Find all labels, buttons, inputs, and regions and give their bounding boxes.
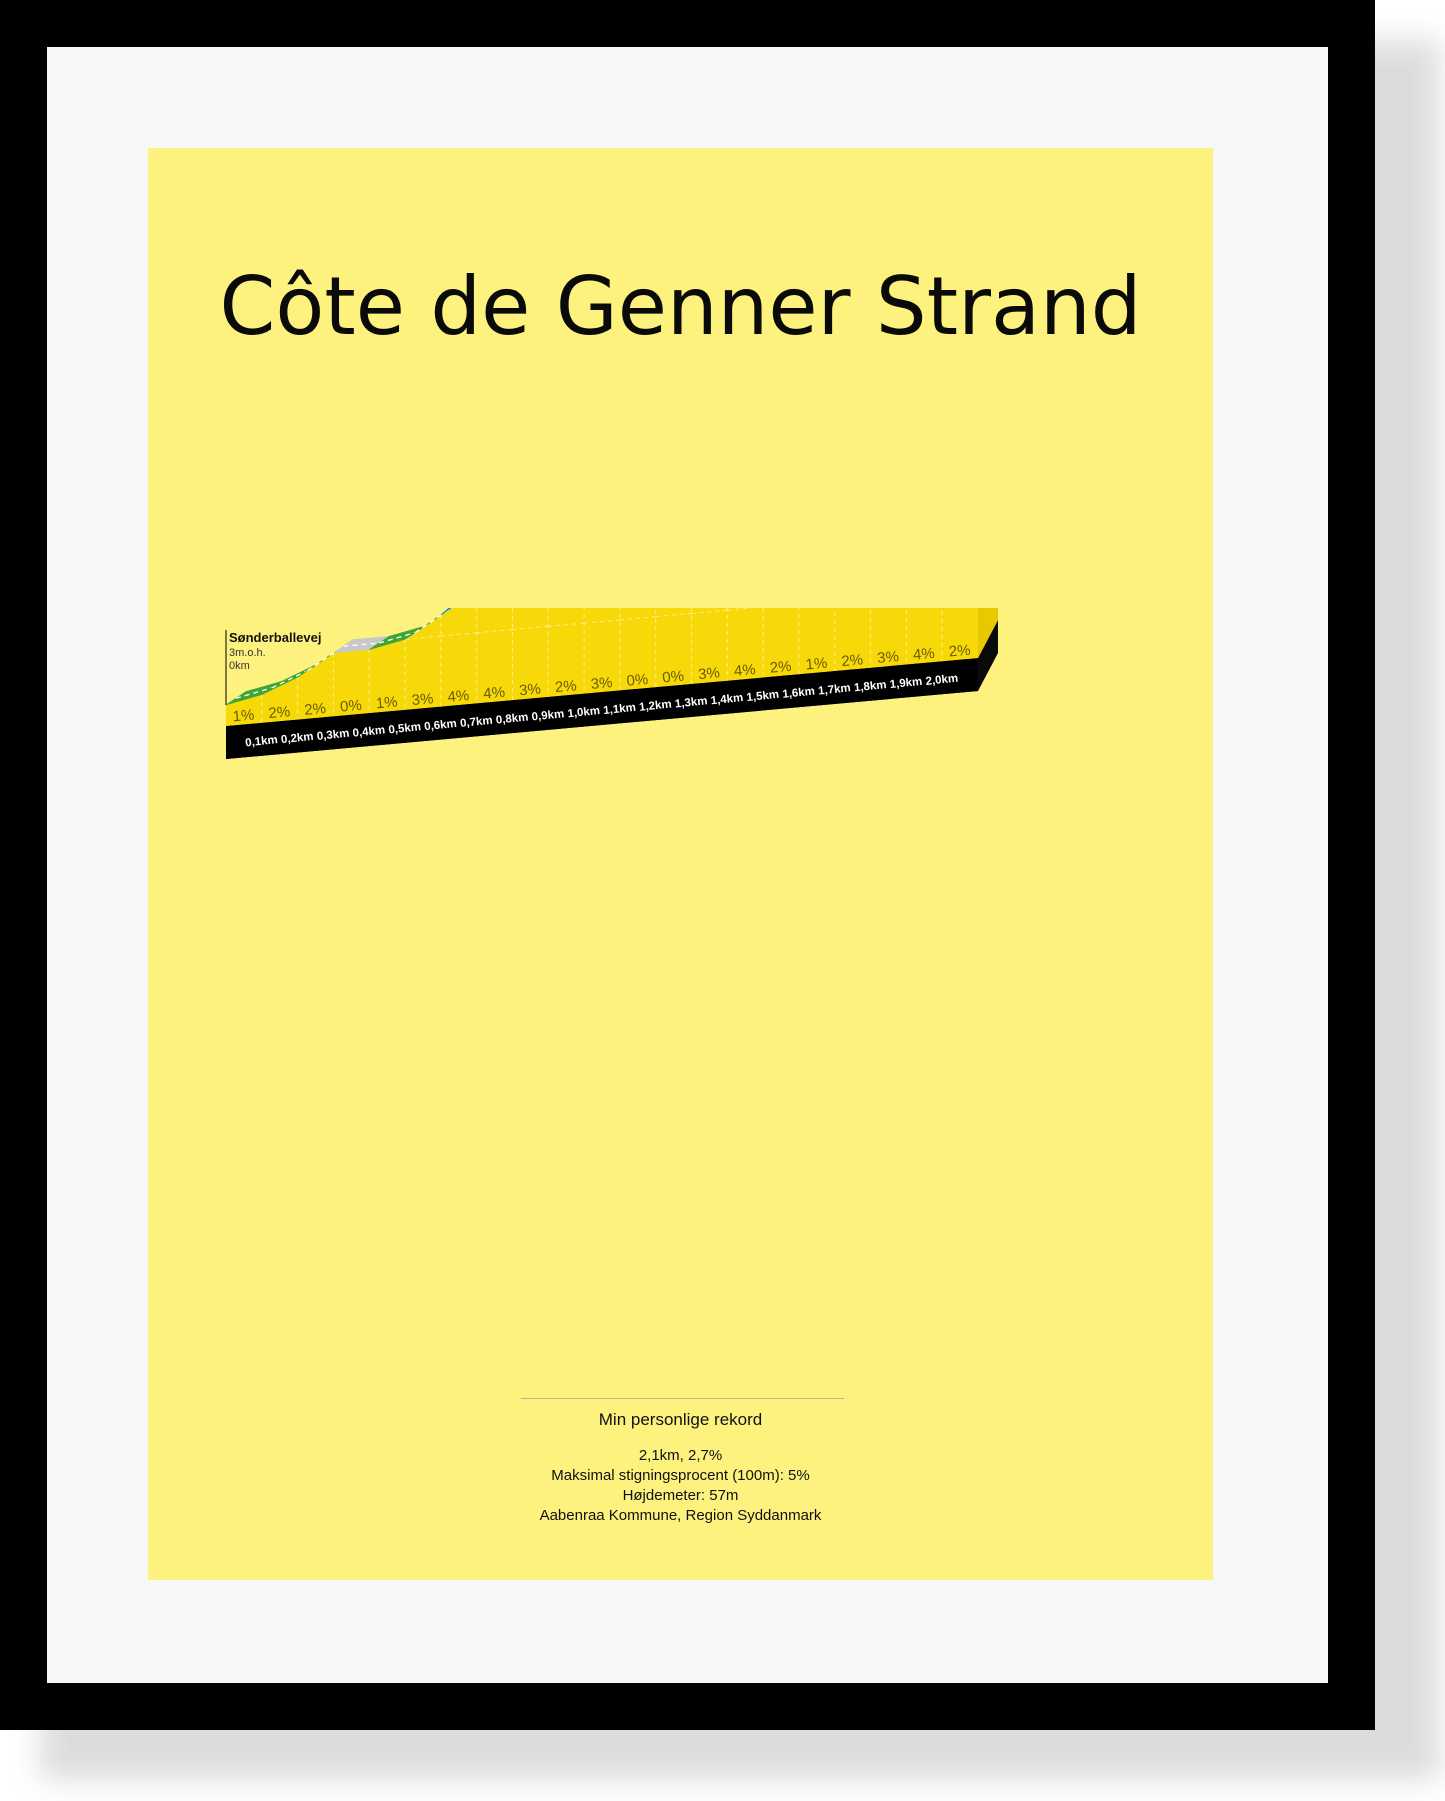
start-name: Sønderballevej <box>229 629 322 645</box>
distance-label: 0,5km <box>387 721 422 737</box>
gradient-label: 1% <box>804 654 829 674</box>
stat-location: Aabenraa Kommune, Region Syddanmark <box>539 1507 822 1524</box>
gradient-label: 3% <box>518 680 542 700</box>
distance-label: 0,3km <box>316 727 350 743</box>
stats-block <box>148 1446 1213 1526</box>
record-heading: Min personlige rekord <box>598 1410 763 1429</box>
poster-title: Côte de Genner Strand <box>219 260 1142 353</box>
elevation-profile-chart <box>148 608 1213 1168</box>
start-elevation: 3m.o.h. <box>229 646 266 659</box>
distance-label: 0,6km <box>423 717 458 734</box>
distance-label: 1,3km <box>674 695 709 711</box>
distance-label: 1,6km <box>781 685 816 701</box>
start-distance: 0km <box>229 659 250 672</box>
distance-label: 1,1km <box>602 701 637 718</box>
distance-label: 2,0km <box>925 672 959 688</box>
gradient-label: 2% <box>554 677 578 697</box>
distance-label: 1,5km <box>745 688 780 705</box>
distance-label: 0,7km <box>459 714 494 731</box>
gradient-label: 4% <box>482 683 506 703</box>
poster <box>148 148 1213 1580</box>
gradient-label: 0% <box>625 670 649 690</box>
gradient-label: 2% <box>948 641 972 661</box>
distance-label: 0,4km <box>352 724 386 740</box>
gradient-label: 1% <box>231 706 256 726</box>
gradient-label: 3% <box>697 664 721 684</box>
gradient-label: 0% <box>339 696 363 716</box>
distance-label: 0,1km <box>244 734 279 750</box>
distance-label: 0,9km <box>531 708 565 724</box>
gradient-label: 2% <box>267 703 291 723</box>
distance-label: 0,8km <box>495 711 530 727</box>
distance-label: 1,9km <box>889 675 923 692</box>
gradient-label: 2% <box>769 657 793 677</box>
gradient-label: 3% <box>411 690 435 710</box>
gradient-label: 4% <box>733 661 757 680</box>
distance-label: 1,4km <box>710 692 744 708</box>
gradient-label: 3% <box>590 674 614 693</box>
distance-label: 1,8km <box>853 679 888 695</box>
distance-label: 0,2km <box>280 730 315 747</box>
gradient-label: 3% <box>876 648 900 668</box>
gradient-label: 4% <box>912 644 936 664</box>
gradient-label: 0% <box>661 667 685 687</box>
info-divider <box>521 1398 844 1399</box>
gradient-label: 4% <box>446 687 470 706</box>
distance-label: 1,2km <box>638 698 673 714</box>
stat-max-grade: Maksimal stigningsprocent (100m): 5% <box>551 1467 810 1484</box>
distance-label: 1,0km <box>566 704 601 721</box>
gradient-label: 1% <box>375 693 399 713</box>
stat-distance-grade: 2,1km, 2,7% <box>638 1447 723 1464</box>
stat-elevation-gain: Højdemeter: 57m <box>622 1487 739 1504</box>
distance-label: 1,7km <box>817 682 852 698</box>
gradient-label: 2% <box>840 651 864 671</box>
gradient-label: 2% <box>303 700 327 719</box>
